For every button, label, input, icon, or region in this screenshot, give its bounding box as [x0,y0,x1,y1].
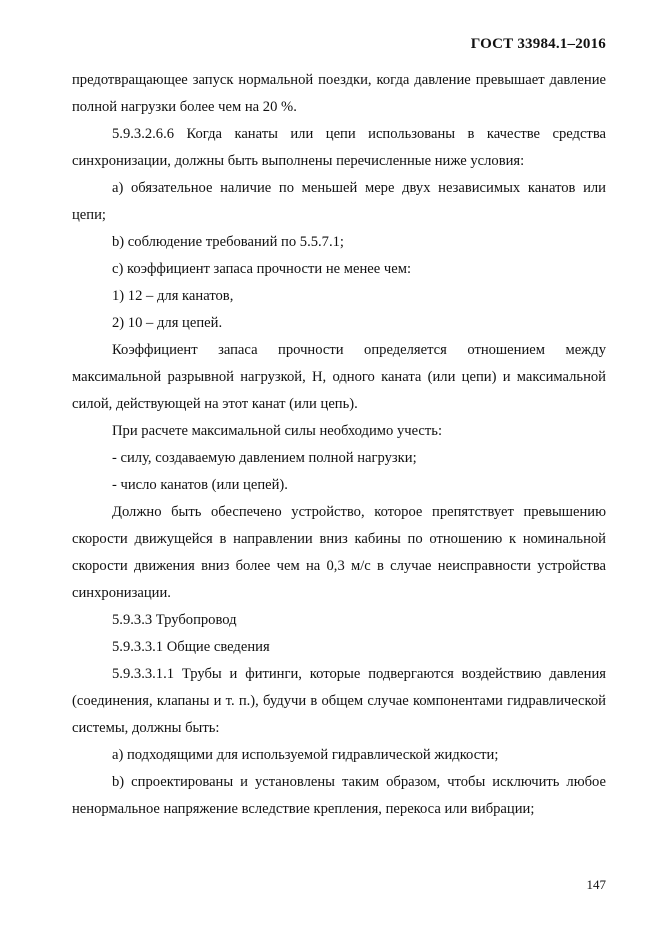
document-body [72,67,606,823]
list-item: - силу, создаваемую давлением полной нагрузки; [112,450,417,466]
list-item: 2) 10 – для цепей. [112,315,223,331]
document-header: ГОСТ 33984.1–2016 [470,36,606,52]
list-item: b) соблюдение требований по 5.5.7.1; [112,234,344,250]
paragraph: Коэффициент запаса прочности определяется отношением между максимальной разрывной нагрузкой, Н, одного каната (или цепи) и максимальной силой, действующей на этот канат (или цепь). [72,342,606,412]
paragraph: Должно быть обеспечено устройство, которое препятствует превышению скорости движущейся в направлении вниз кабины по отношению к номинальной скорости движения вниз более чем на 0,3 м/с в случае неисправности устройства синхронизации. [72,504,606,601]
section-heading: 5.9.3.3 Трубопровод [112,612,237,628]
section-heading: 5.9.3.3.1 Общие сведения [112,639,270,655]
list-item: c) коэффициент запаса прочности не менее чем: [112,261,411,277]
page-number: 147 [586,877,606,892]
paragraph: 5.9.3.3.1.1 Трубы и фитинги, которые подвергаются воздействию давления (соединения, клапаны и т. п.), будучи в общем случае компонентами гидравлической системы, должны быть: [72,666,606,736]
paragraph: При расчете максимальной силы необходимо учесть: [112,423,442,439]
list-item: a) подходящими для используемой гидравлической жидкости; [112,747,499,763]
list-item: - число канатов (или цепей). [112,477,288,493]
list-item: a) обязательное наличие по меньшей мере двух независимых канатов или цепи; [72,180,606,223]
paragraph: предотвращающее запуск нормальной поездки, когда давление превышает давление полной нагрузки более чем на 20 %. [72,72,606,115]
list-item: b) спроектированы и установлены таким образом, чтобы исключить любое ненормальное напряжение вследствие крепления, перекоса или вибрации; [72,774,606,817]
paragraph: 5.9.3.2.6.6 Когда канаты или цепи использованы в качестве средства синхронизации, должны быть выполнены перечисленные ниже условия: [72,126,606,169]
list-item: 1) 12 – для канатов, [112,288,234,304]
